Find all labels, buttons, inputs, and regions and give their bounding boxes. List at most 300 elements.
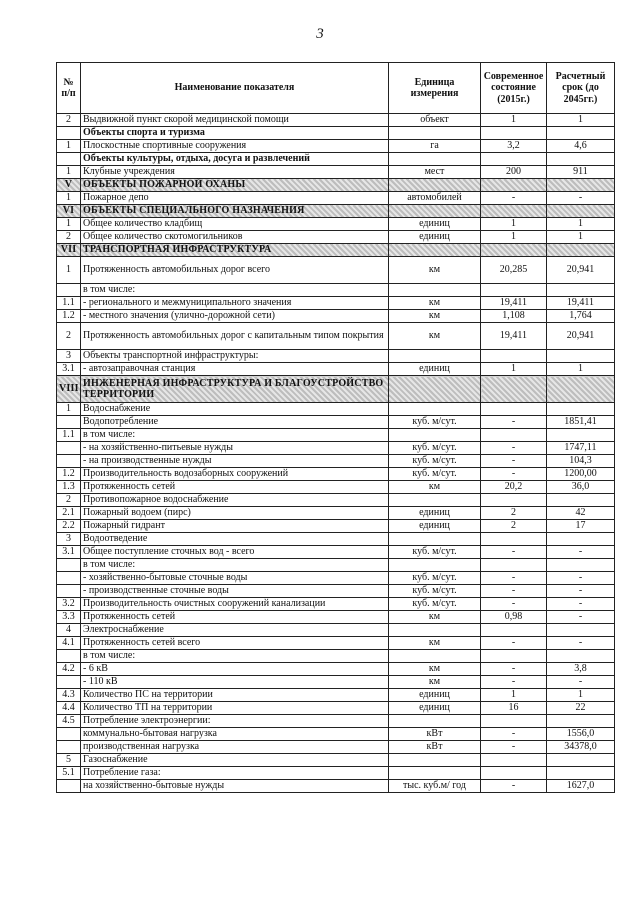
table-row	[57, 310, 615, 323]
row-unit: единиц	[389, 218, 481, 231]
row-target: 1	[547, 114, 615, 127]
row-target: 1200,00	[547, 468, 615, 481]
row-name: - 6 кВ	[81, 663, 389, 676]
row-unit: кВт	[389, 728, 481, 741]
row-number: 1	[57, 140, 81, 153]
row-current: 1	[481, 363, 547, 376]
row-unit: км	[389, 323, 481, 350]
row-number: 3.2	[57, 598, 81, 611]
row-name: Плоскостные спортивные сооружения	[81, 140, 389, 153]
table-row	[57, 153, 615, 166]
row-name: на хозяйственно-бытовые нужды	[81, 780, 389, 793]
row-current: -	[481, 468, 547, 481]
table-row	[57, 442, 615, 455]
row-unit: км	[389, 676, 481, 689]
table-row	[57, 218, 615, 231]
row-unit: автомобилей	[389, 192, 481, 205]
row-number: 1	[57, 403, 81, 416]
row-current	[481, 376, 547, 403]
section-row	[57, 205, 615, 218]
row-number: 1	[57, 166, 81, 179]
row-unit: куб. м/сут.	[389, 546, 481, 559]
row-current: -	[481, 416, 547, 429]
row-unit: куб. м/сут.	[389, 442, 481, 455]
row-target	[547, 350, 615, 363]
row-number: V	[57, 179, 81, 192]
row-number	[57, 559, 81, 572]
table-row	[57, 494, 615, 507]
row-unit: единиц	[389, 507, 481, 520]
table-row	[57, 284, 615, 297]
row-current: 2	[481, 507, 547, 520]
row-number: 1.2	[57, 468, 81, 481]
row-current: 1	[481, 689, 547, 702]
table-row	[57, 663, 615, 676]
table-row	[57, 572, 615, 585]
table-row	[57, 455, 615, 468]
row-unit: км	[389, 257, 481, 284]
row-name: Количество ТП на территории	[81, 702, 389, 715]
row-current: 200	[481, 166, 547, 179]
row-current: -	[481, 780, 547, 793]
row-target	[547, 284, 615, 297]
row-unit: км	[389, 611, 481, 624]
row-unit: куб. м/сут.	[389, 598, 481, 611]
row-current	[481, 754, 547, 767]
row-current: 1	[481, 218, 547, 231]
table-row	[57, 257, 615, 284]
table-row	[57, 363, 615, 376]
table-row	[57, 624, 615, 637]
row-target: 1556,0	[547, 728, 615, 741]
row-current: -	[481, 676, 547, 689]
row-name: Объекты спорта и туризма	[81, 127, 389, 140]
row-unit: куб. м/сут.	[389, 416, 481, 429]
row-unit	[389, 127, 481, 140]
row-name: Электроснабжение	[81, 624, 389, 637]
row-number: 4.5	[57, 715, 81, 728]
row-unit	[389, 376, 481, 403]
table-row	[57, 429, 615, 442]
indicators-table	[56, 62, 615, 793]
row-number: 3.1	[57, 546, 81, 559]
row-current: -	[481, 442, 547, 455]
table-row	[57, 689, 615, 702]
row-target	[547, 754, 615, 767]
row-name: в том числе:	[81, 429, 389, 442]
table-row	[57, 231, 615, 244]
row-current: 1	[481, 114, 547, 127]
table-row	[57, 350, 615, 363]
table-row	[57, 546, 615, 559]
row-current	[481, 403, 547, 416]
row-name: Потребление электроэнергии:	[81, 715, 389, 728]
row-name: - на хозяйственно-питьевые нужды	[81, 442, 389, 455]
table-row	[57, 559, 615, 572]
row-number: 4.4	[57, 702, 81, 715]
row-target: 4,6	[547, 140, 615, 153]
table-row	[57, 297, 615, 310]
row-number	[57, 442, 81, 455]
table-row	[57, 780, 615, 793]
row-number: 5.1	[57, 767, 81, 780]
row-number	[57, 780, 81, 793]
row-target: 20,941	[547, 323, 615, 350]
row-target: 1747,11	[547, 442, 615, 455]
row-current: -	[481, 585, 547, 598]
row-unit: га	[389, 140, 481, 153]
table-row	[57, 166, 615, 179]
row-target: -	[547, 572, 615, 585]
row-unit: тыс. куб.м/ год	[389, 780, 481, 793]
section-row	[57, 179, 615, 192]
table-body	[57, 114, 615, 793]
row-target: -	[547, 585, 615, 598]
row-target	[547, 153, 615, 166]
header-num: № п/п	[57, 63, 81, 114]
row-target: 36,0	[547, 481, 615, 494]
table-row	[57, 114, 615, 127]
row-name: Клубные учреждения	[81, 166, 389, 179]
row-current: 1,108	[481, 310, 547, 323]
table-row	[57, 676, 615, 689]
row-unit: куб. м/сут.	[389, 585, 481, 598]
table-row	[57, 585, 615, 598]
row-unit: км	[389, 297, 481, 310]
table-row	[57, 728, 615, 741]
row-unit: единиц	[389, 689, 481, 702]
table-row	[57, 767, 615, 780]
row-name: Объекты культуры, отдыха, досуга и развлечений	[81, 153, 389, 166]
row-number: 2	[57, 231, 81, 244]
row-target: -	[547, 192, 615, 205]
row-name: Общее количество скотомогильников	[81, 231, 389, 244]
row-current: 20,2	[481, 481, 547, 494]
row-number: 2	[57, 323, 81, 350]
row-name: Пожарное депо	[81, 192, 389, 205]
row-number: 5	[57, 754, 81, 767]
row-current: 2	[481, 520, 547, 533]
row-target: -	[547, 598, 615, 611]
row-target: 1	[547, 218, 615, 231]
row-number: VII	[57, 244, 81, 257]
row-target	[547, 533, 615, 546]
row-name: Протяженность сетей	[81, 611, 389, 624]
row-unit	[389, 153, 481, 166]
row-current: -	[481, 546, 547, 559]
row-unit: куб. м/сут.	[389, 455, 481, 468]
row-target: 1	[547, 689, 615, 702]
row-name: - 110 кВ	[81, 676, 389, 689]
row-target: 22	[547, 702, 615, 715]
row-target: 1851,41	[547, 416, 615, 429]
row-target: 911	[547, 166, 615, 179]
row-target: -	[547, 546, 615, 559]
header-unit: Единица измерения	[389, 63, 481, 114]
row-current: -	[481, 572, 547, 585]
row-unit: км	[389, 310, 481, 323]
row-name: Водоснабжение	[81, 403, 389, 416]
row-target	[547, 624, 615, 637]
row-current: -	[481, 663, 547, 676]
row-unit: единиц	[389, 520, 481, 533]
row-target: 1	[547, 231, 615, 244]
row-unit	[389, 244, 481, 257]
row-current: 3,2	[481, 140, 547, 153]
row-current	[481, 767, 547, 780]
table-row	[57, 323, 615, 350]
row-target: 3,8	[547, 663, 615, 676]
row-name: в том числе:	[81, 284, 389, 297]
table-row	[57, 481, 615, 494]
table-row	[57, 754, 615, 767]
row-target	[547, 244, 615, 257]
row-name: Количество ПС на территории	[81, 689, 389, 702]
row-number: 4.1	[57, 637, 81, 650]
row-target	[547, 650, 615, 663]
row-target	[547, 767, 615, 780]
row-unit	[389, 715, 481, 728]
row-target: 1,764	[547, 310, 615, 323]
row-current	[481, 244, 547, 257]
row-name: Общее поступление сточных вод - всего	[81, 546, 389, 559]
row-number	[57, 585, 81, 598]
row-target: 17	[547, 520, 615, 533]
table-header-row	[57, 63, 615, 114]
row-target	[547, 127, 615, 140]
row-number	[57, 572, 81, 585]
table-row	[57, 650, 615, 663]
row-unit: км	[389, 637, 481, 650]
row-current	[481, 284, 547, 297]
row-unit	[389, 403, 481, 416]
table-row	[57, 598, 615, 611]
row-name: Общее количество кладбищ	[81, 218, 389, 231]
row-unit	[389, 754, 481, 767]
row-name: Протяженность автомобильных дорог всего	[81, 257, 389, 284]
row-current: -	[481, 192, 547, 205]
row-name: Потребление газа:	[81, 767, 389, 780]
row-target	[547, 205, 615, 218]
row-name: - на производственные нужды	[81, 455, 389, 468]
table-row	[57, 715, 615, 728]
row-name: производственная нагрузка	[81, 741, 389, 754]
row-name: Пожарный гидрант	[81, 520, 389, 533]
row-current	[481, 533, 547, 546]
row-name: - местного значения (улично-дорожной сети)	[81, 310, 389, 323]
row-number	[57, 127, 81, 140]
row-name: Протяженность автомобильных дорог с капитальным типом покрытия	[81, 323, 389, 350]
row-unit	[389, 284, 481, 297]
row-current: 16	[481, 702, 547, 715]
section-row	[57, 244, 615, 257]
row-target	[547, 376, 615, 403]
row-current	[481, 624, 547, 637]
row-number	[57, 676, 81, 689]
row-current: 19,411	[481, 297, 547, 310]
row-current: 1	[481, 231, 547, 244]
row-name: коммунально-бытовая нагрузка	[81, 728, 389, 741]
row-unit: мест	[389, 166, 481, 179]
row-number: 1.3	[57, 481, 81, 494]
row-target	[547, 403, 615, 416]
row-number	[57, 650, 81, 663]
row-number: 1.2	[57, 310, 81, 323]
header-target: Расчетный срок (до 2045гг.)	[547, 63, 615, 114]
row-target: -	[547, 611, 615, 624]
row-unit: единиц	[389, 363, 481, 376]
row-name: ОБЪЕКТЫ ПОЖАРНОЙ ОХАНЫ	[81, 179, 389, 192]
table-row	[57, 127, 615, 140]
row-unit	[389, 767, 481, 780]
row-target: 42	[547, 507, 615, 520]
row-name: Протяженность сетей	[81, 481, 389, 494]
row-number: 1	[57, 257, 81, 284]
row-current	[481, 179, 547, 192]
row-number: 4.2	[57, 663, 81, 676]
row-unit: единиц	[389, 231, 481, 244]
row-unit	[389, 533, 481, 546]
row-unit	[389, 429, 481, 442]
row-current: -	[481, 598, 547, 611]
row-unit	[389, 494, 481, 507]
row-number: VIII	[57, 376, 81, 403]
header-name: Наименование показателя	[81, 63, 389, 114]
row-unit	[389, 350, 481, 363]
row-unit	[389, 650, 481, 663]
row-unit: объект	[389, 114, 481, 127]
table-row	[57, 702, 615, 715]
row-target: -	[547, 676, 615, 689]
row-name: Протяженность сетей всего	[81, 637, 389, 650]
row-unit: км	[389, 663, 481, 676]
row-number	[57, 416, 81, 429]
row-number: 4	[57, 624, 81, 637]
row-current: -	[481, 728, 547, 741]
row-name: - автозаправочная станция	[81, 363, 389, 376]
row-unit	[389, 624, 481, 637]
row-name: Противопожарное водоснабжение	[81, 494, 389, 507]
row-number: 1.1	[57, 429, 81, 442]
table-row	[57, 611, 615, 624]
table-row	[57, 192, 615, 205]
row-unit: единиц	[389, 702, 481, 715]
row-number: 2	[57, 494, 81, 507]
row-name: ТРАНСПОРТНАЯ ИНФРАСТРУКТУРА	[81, 244, 389, 257]
row-number: 3	[57, 533, 81, 546]
row-target	[547, 429, 615, 442]
row-current	[481, 494, 547, 507]
row-current	[481, 205, 547, 218]
row-target: 19,411	[547, 297, 615, 310]
row-number	[57, 153, 81, 166]
row-name: Производительность водозаборных сооружений	[81, 468, 389, 481]
row-number: 2	[57, 114, 81, 127]
row-number: 1	[57, 218, 81, 231]
table-row	[57, 507, 615, 520]
row-unit: куб. м/сут.	[389, 572, 481, 585]
row-name: ИНЖЕНЕРНАЯ ИНФРАСТРУКТУРА И БЛАГОУСТРОЙСТВО ТЕРРИТОРИИ	[81, 376, 389, 403]
row-current	[481, 650, 547, 663]
row-current: 20,285	[481, 257, 547, 284]
row-number: 4.3	[57, 689, 81, 702]
page-number: 3	[316, 26, 324, 42]
row-current	[481, 715, 547, 728]
row-target	[547, 494, 615, 507]
row-current	[481, 153, 547, 166]
row-number: VI	[57, 205, 81, 218]
section-row	[57, 376, 615, 403]
row-unit: км	[389, 481, 481, 494]
row-target: 104,3	[547, 455, 615, 468]
row-number: 3.1	[57, 363, 81, 376]
row-target: -	[547, 637, 615, 650]
row-current	[481, 350, 547, 363]
row-target	[547, 179, 615, 192]
row-target	[547, 559, 615, 572]
row-unit: куб. м/сут.	[389, 468, 481, 481]
row-name: Водоотведение	[81, 533, 389, 546]
row-number: 3.3	[57, 611, 81, 624]
row-number: 2.1	[57, 507, 81, 520]
row-target: 1	[547, 363, 615, 376]
row-current	[481, 559, 547, 572]
table-row	[57, 403, 615, 416]
row-current: 0,98	[481, 611, 547, 624]
row-number	[57, 741, 81, 754]
row-name: Водопотребление	[81, 416, 389, 429]
table-row	[57, 520, 615, 533]
row-name: в том числе:	[81, 559, 389, 572]
row-number: 1.1	[57, 297, 81, 310]
row-current: -	[481, 455, 547, 468]
row-number: 1	[57, 192, 81, 205]
row-unit	[389, 205, 481, 218]
row-current: -	[481, 741, 547, 754]
row-current: 19,411	[481, 323, 547, 350]
row-unit	[389, 179, 481, 192]
table-row	[57, 637, 615, 650]
row-number	[57, 728, 81, 741]
row-target: 1627,0	[547, 780, 615, 793]
table-row	[57, 416, 615, 429]
row-name: - хозяйственно-бытовые сточные воды	[81, 572, 389, 585]
row-name: ОБЪЕКТЫ СПЕЦИАЛЬНОГО НАЗНАЧЕНИЯ	[81, 205, 389, 218]
table-row	[57, 468, 615, 481]
header-current: Современное состояние (2015г.)	[481, 63, 547, 114]
row-name: Газоснабжение	[81, 754, 389, 767]
row-name: Объекты транспортной инфраструктуры:	[81, 350, 389, 363]
row-target: 20,941	[547, 257, 615, 284]
row-name: Производительность очистных сооружений канализации	[81, 598, 389, 611]
row-unit: кВт	[389, 741, 481, 754]
row-current: -	[481, 637, 547, 650]
row-target	[547, 715, 615, 728]
row-unit	[389, 559, 481, 572]
row-current	[481, 127, 547, 140]
table-row	[57, 741, 615, 754]
row-name: Пожарный водоем (пирс)	[81, 507, 389, 520]
row-number: 2.2	[57, 520, 81, 533]
row-name: в том числе:	[81, 650, 389, 663]
row-name: - производственные сточные воды	[81, 585, 389, 598]
row-target: 34378,0	[547, 741, 615, 754]
row-number	[57, 284, 81, 297]
row-name: - регионального и межмуниципального значения	[81, 297, 389, 310]
row-name: Выдвижной пункт скорой медицинской помощи	[81, 114, 389, 127]
row-number: 3	[57, 350, 81, 363]
row-number	[57, 455, 81, 468]
